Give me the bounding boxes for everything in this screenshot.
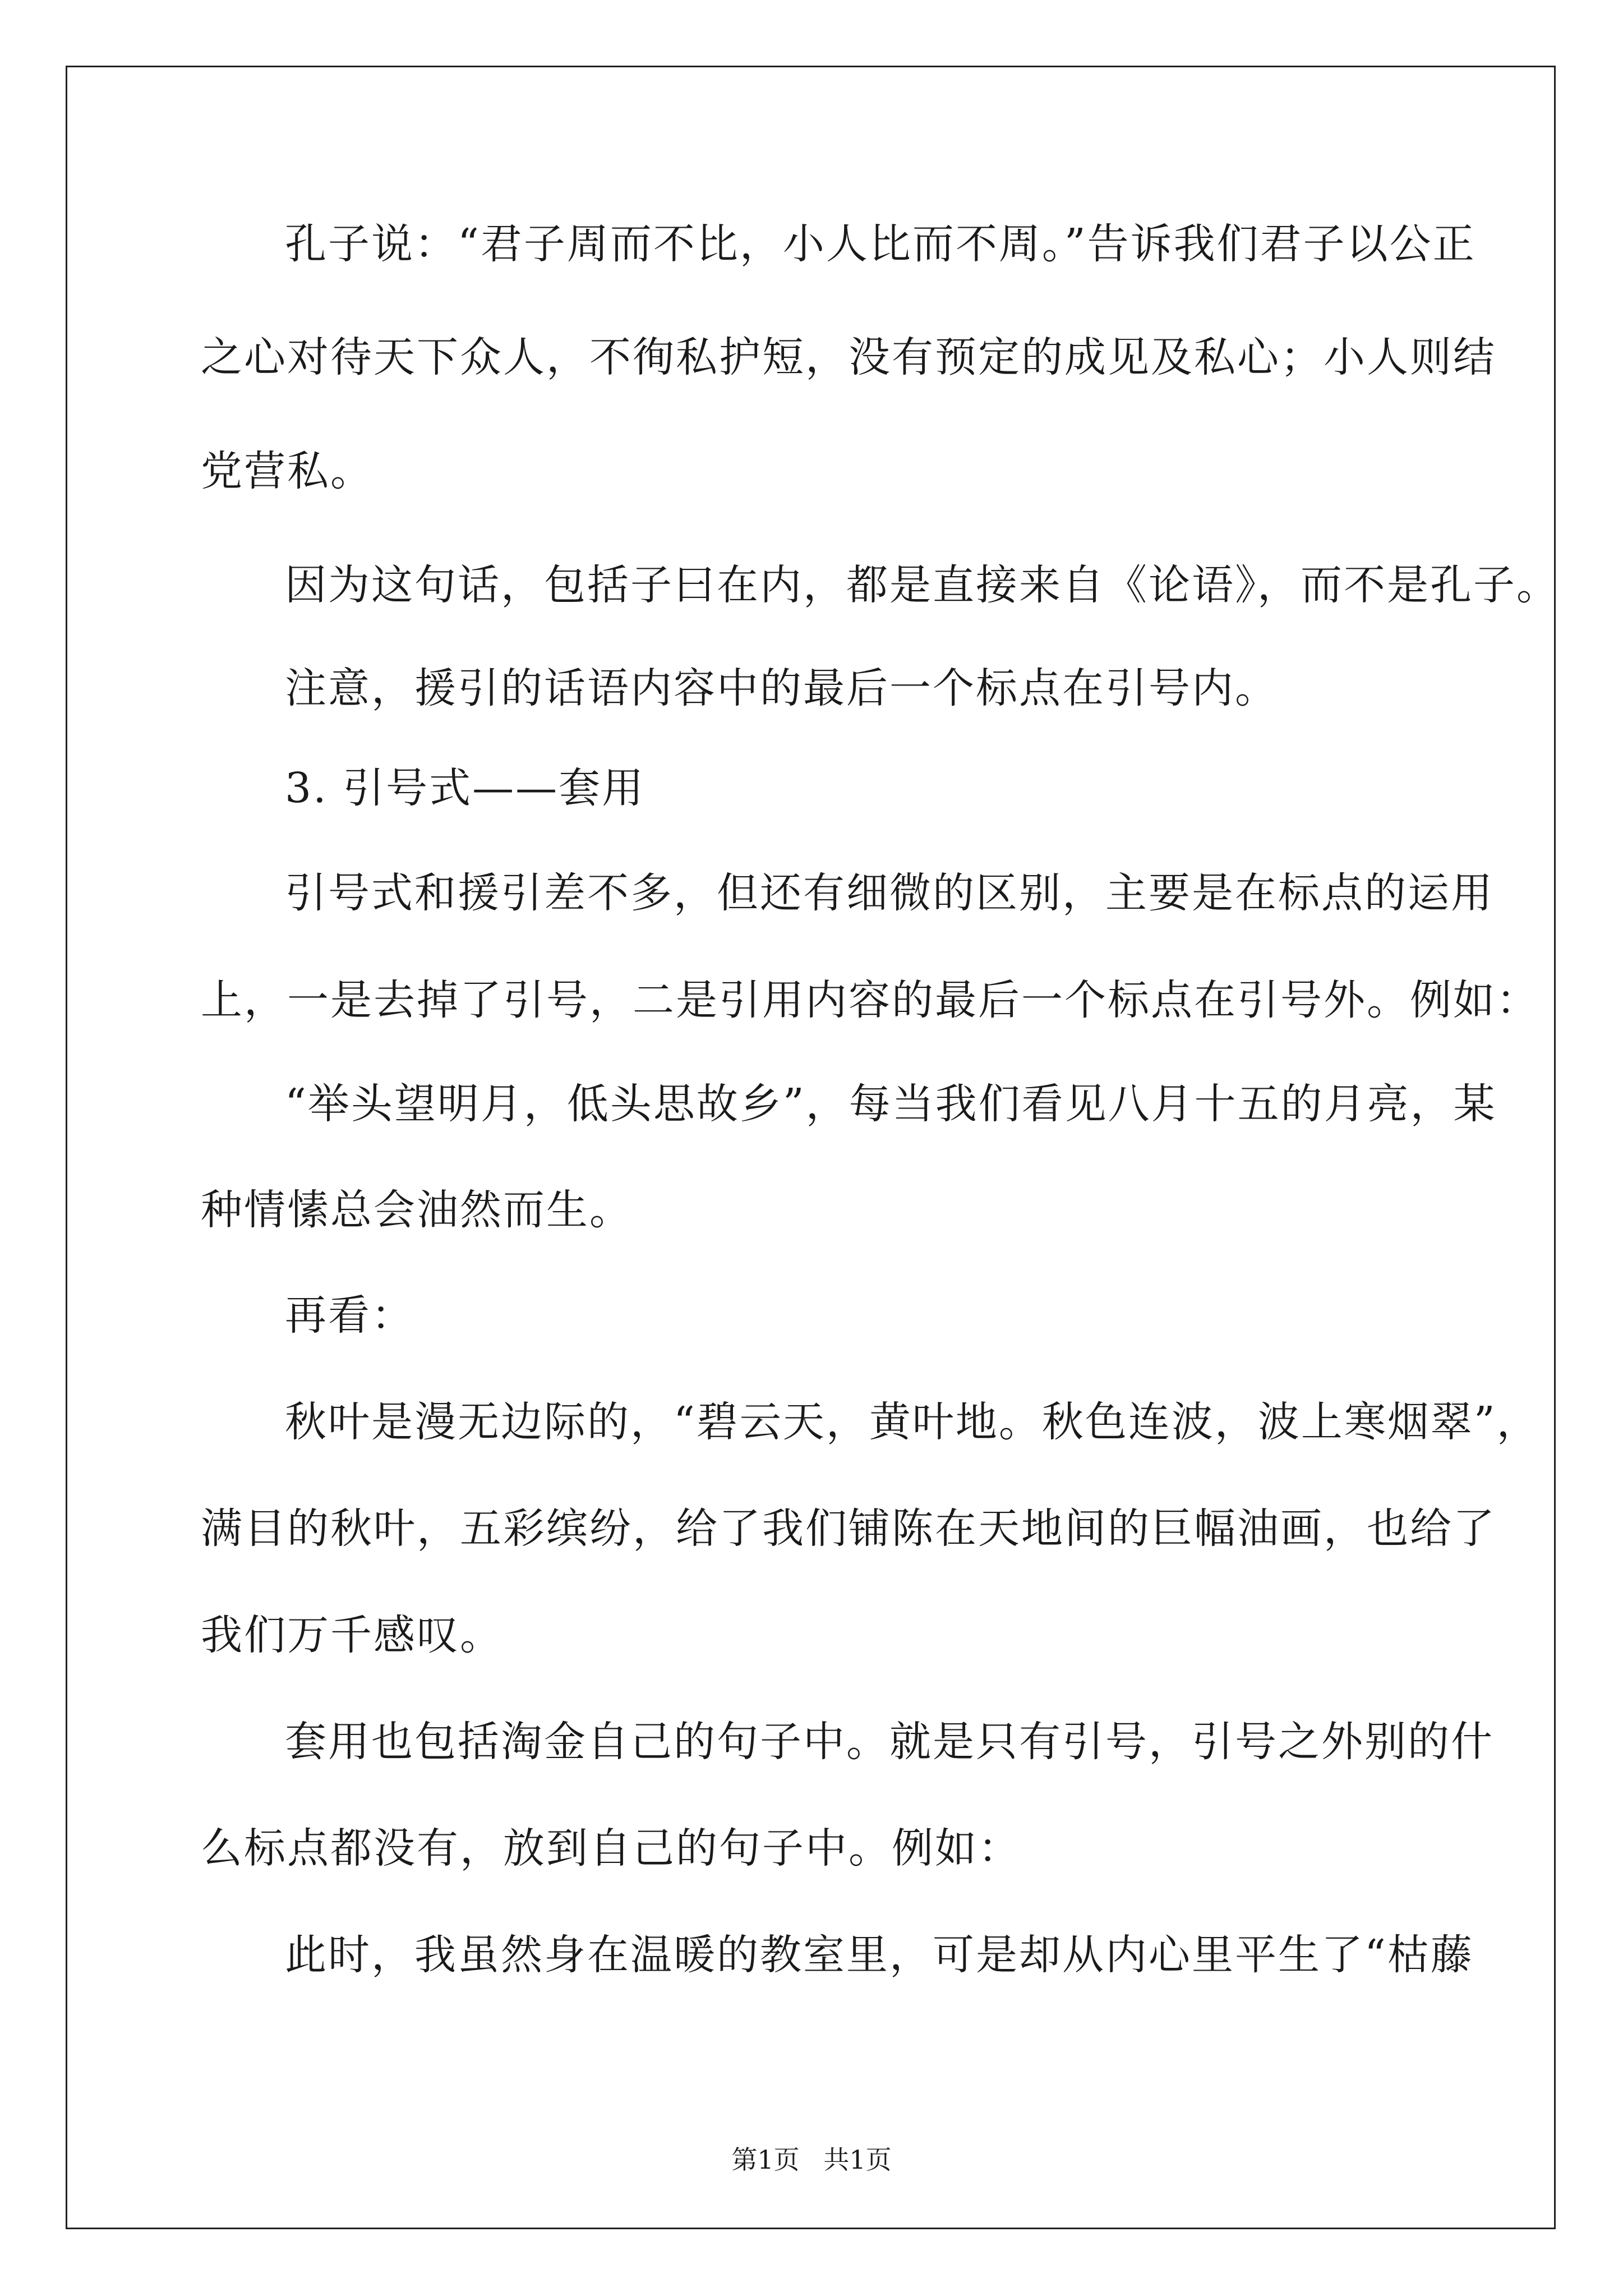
paragraph-line: “举头望明月，低头思故乡”，每当我们看见八月十五的月亮，某 <box>285 1080 1497 1128</box>
page-number-current: 第1页 <box>731 2145 800 2175</box>
paragraph-line: 再看： <box>285 1291 414 1340</box>
section-heading: 3. 引号式——套用 <box>285 764 645 812</box>
page-footer <box>0 2143 1623 2177</box>
paragraph-line: 满目的秋叶，五彩缤纷，给了我们铺陈在天地间的巨幅油画，也给了 <box>201 1504 1496 1553</box>
paragraph-line: 引号式和援引差不多，但还有细微的区别，主要是在标点的运用 <box>285 869 1494 917</box>
paragraph-line: 之心对待天下众人，不徇私护短，没有预定的成见及私心；小人则结 <box>201 333 1496 381</box>
paragraph-line: 注意，援引的话语内容中的最后一个标点在引号内。 <box>285 664 1278 712</box>
paragraph-line: 秋叶是漫无边际的，“碧云天，黄叶地。秋色连波，波上寒烟翠”， <box>285 1398 1540 1446</box>
paragraph-line: 套用也包括淘金自己的句子中。就是只有引号，引号之外别的什 <box>285 1718 1494 1766</box>
paragraph-line: 我们万千感叹。 <box>201 1611 503 1659</box>
page-number-total: 共1页 <box>823 2145 892 2175</box>
paragraph-line: 党营私。 <box>201 447 374 495</box>
paragraph-line: 么标点都没有，放到自己的句子中。例如： <box>201 1824 1021 1872</box>
paragraph-line: 因为这句话，包括子曰在内，都是直接来自《论语》，而不是孔子。 <box>285 561 1560 609</box>
paragraph-line: 此时，我虽然身在温暖的教室里，可是却从内心里平生了“枯藤 <box>285 1931 1474 1979</box>
paragraph-line: 孔子说：“君子周而不比，小人比而不周。”告诉我们君子以公正 <box>285 220 1476 268</box>
paragraph-line: 种情愫总会油然而生。 <box>201 1186 633 1234</box>
paragraph-line: 上，一是去掉了引号，二是引用内容的最后一个标点在引号外。例如： <box>201 976 1539 1024</box>
page-border <box>66 66 1556 2229</box>
